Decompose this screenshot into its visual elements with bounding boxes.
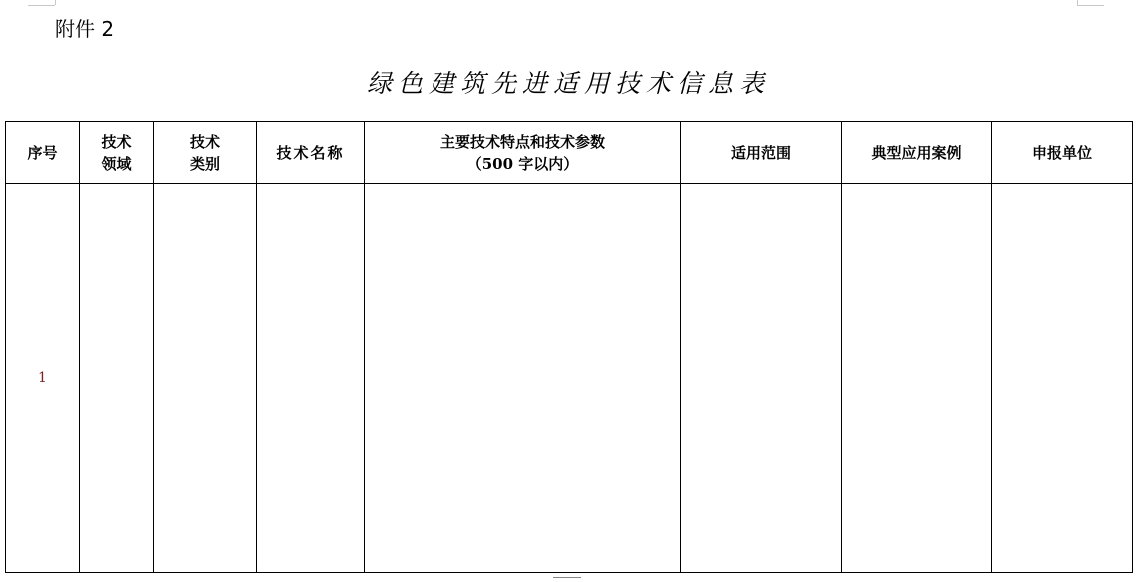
header-category-line1: 技术 [189,132,220,151]
header-features [365,122,681,184]
page-corner-mark-top-left [28,0,55,6]
header-unit [992,122,1133,184]
table-header-row [6,122,1133,184]
header-seq [6,122,80,184]
technology-info-table [5,121,1133,573]
page-corner-mark-top-left-vertical [55,0,56,5]
cell-category[interactable] [154,184,257,573]
header-seq-label: 序号 [27,143,58,162]
header-name [257,122,365,184]
header-cases [842,122,992,184]
header-domain-line2: 领域 [101,154,132,173]
cell-seq[interactable]: 1 [6,184,80,573]
cell-unit[interactable] [992,184,1133,573]
document-title: 绿色建筑先进适用技术信息表 [366,69,770,98]
page-corner-mark-top-right [1077,0,1104,6]
header-scope [681,122,842,184]
header-name-label: 技术名称 [276,143,345,162]
header-scope-label: 适用范围 [730,143,791,162]
attachment-label: 附件 2 [55,17,115,41]
header-features-line2: （500 字以内） [466,154,579,173]
header-features-line1: 主要技术特点和技术参数 [439,132,605,151]
cell-name[interactable] [257,184,365,573]
header-cases-label: 典型应用案例 [871,143,962,162]
cell-domain[interactable] [80,184,154,573]
cell-features[interactable] [365,184,681,573]
page-corner-mark-top-right-vertical [1077,0,1078,5]
cell-cases[interactable] [842,184,992,573]
page-bottom-mark [553,577,581,582]
cell-scope[interactable] [681,184,842,573]
table-row [6,184,1133,573]
header-domain-line1: 技术 [101,132,132,151]
header-category [154,122,257,184]
header-category-line2: 类别 [189,154,220,173]
header-domain [80,122,154,184]
header-unit-label: 申报单位 [1031,143,1092,162]
